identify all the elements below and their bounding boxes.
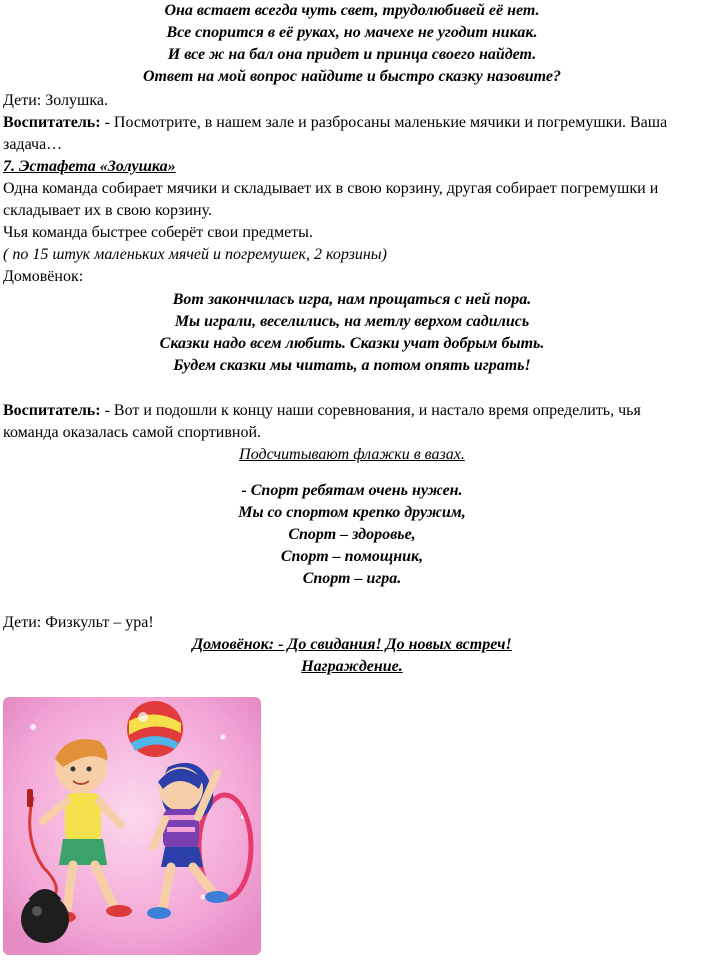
poem3-line-4: Спорт – помощник, [280, 548, 424, 565]
poem3-line-2: Мы со спортом крепко дружим, [238, 504, 466, 521]
domovenok-label: Домовёнок: [3, 268, 84, 285]
poem3-line-3: Спорт – здоровье, [288, 526, 416, 543]
poem2-line-2: Мы играли, веселились, на метлу верхом садились [174, 313, 530, 330]
poem2-line-1: Вот закончилась игра, нам прощаться с ней пора. [172, 291, 532, 308]
poem3-line-1: - Спорт ребятам очень нужен. [241, 482, 463, 499]
poem2-line-4: Будем сказки мы читать, а потом опять играть! [173, 357, 531, 374]
poem1-line-2: Все спорится в её руках, но мачехе не угодит никак. [166, 24, 538, 41]
relay-description-2: складывает их в свою корзину. [3, 202, 213, 219]
teacher-announcement [3, 400, 701, 421]
relay-note: ( по 15 штук маленьких мячей и погремушек, 2 корзины) [3, 246, 387, 263]
relay-description-1: Одна команда собирает мячики и складывает их в свою корзину, другая собирает погремушки и [3, 180, 659, 197]
teacher-text-2-continued: команда оказалась самой спортивной. [3, 424, 262, 441]
teacher-text: - Посмотрите, в нашем зале и разбросаны маленькие мячики и погремушки. Ваша [100, 114, 668, 131]
poem3-line-5: Спорт – игра. [302, 570, 402, 587]
children-answer-cinderella: Дети: Золушка. [3, 92, 108, 109]
poem1-line-4: Ответ на мой вопрос найдите и быстро сказку назовите? [142, 68, 561, 85]
children-answer-hurray: Дети: Физкульт – ура! [3, 614, 154, 631]
award-line: Награждение. [301, 658, 403, 675]
kids-sport-illustration [3, 697, 261, 955]
relay-title: 7. Эстафета «Золушка» [3, 158, 176, 175]
teacher-label-2: Воспитатель: [3, 402, 101, 419]
poem1-line-3: И все ж на бал она придет и принца своего найдет. [167, 46, 537, 63]
teacher-label: Воспитатель: [3, 114, 101, 131]
teacher-instruction [3, 112, 701, 133]
farewell-line: Домовёнок: - До свидания! До новых встреч! [192, 636, 512, 653]
poem2-line-3: Сказки надо всем любить. Сказки учат добрым быть. [159, 335, 545, 352]
relay-description-3: Чья команда быстрее соберёт свои предметы. [3, 224, 313, 241]
counting-note: Подсчитывают флажки в вазах. [239, 446, 465, 463]
poem1-line-1: Она встает всегда чуть свет, трудолюбивей её нет. [164, 2, 540, 19]
teacher-text-continued: задача… [3, 136, 63, 153]
teacher-text-2: - Вот и подошли к концу наши соревнования, и настало время определить, чья [100, 402, 641, 419]
